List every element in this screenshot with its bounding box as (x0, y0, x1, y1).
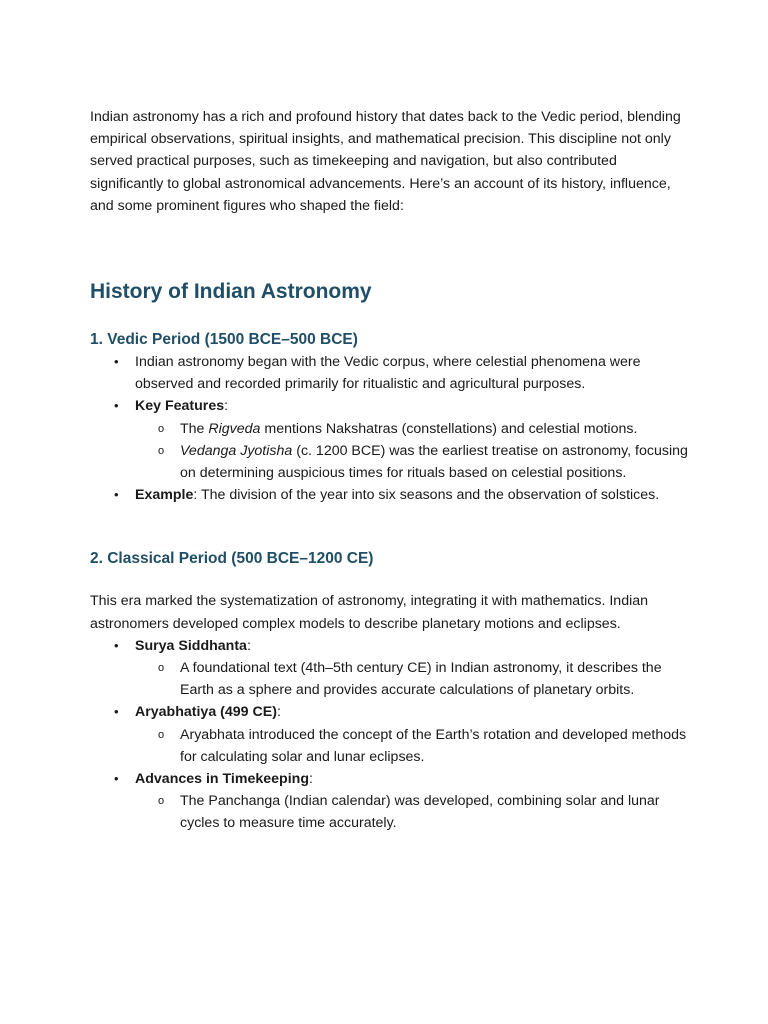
colon: : (246, 637, 251, 654)
sub-list-item-text: The Panchanga (Indian calendar) was developed, combining solar and lunar cycles to measure time accurately. (180, 793, 660, 832)
sub-list-item (135, 657, 690, 701)
colon: : (276, 704, 281, 721)
sub-list-item (135, 790, 690, 834)
sub-list-item-text: Aryabhata introduced the concept of the Earth’s rotation and developed methods for calculating solar and lunar eclipses. (180, 726, 687, 765)
example-label: Example (135, 487, 194, 504)
list-item (90, 395, 690, 484)
list-item (90, 635, 690, 702)
aryabhatiya-sublist (135, 724, 690, 768)
example-text: : The division of the year into six seasons and the observation of solstices. (193, 487, 660, 504)
bullet-icon: • (114, 637, 119, 653)
vedic-bullet-list (90, 351, 690, 506)
timekeeping-label: Advances in Timekeeping (135, 771, 309, 788)
list-item (90, 768, 690, 835)
sub-list-item (135, 724, 690, 768)
kf1-pre: The (180, 420, 209, 437)
aryabhatiya-label: Aryabhatiya (499 CE) (135, 704, 277, 721)
bullet-icon: • (114, 704, 119, 720)
document-page (90, 106, 690, 835)
list-item (90, 351, 690, 395)
sub-bullet-icon: o (158, 422, 165, 435)
bullet-icon: • (114, 487, 119, 503)
bullet-icon: • (114, 771, 119, 787)
sub-list-item (135, 440, 690, 484)
vedic-period-heading: 1. Vedic Period (1500 BCE–500 BCE) (90, 331, 358, 349)
classical-period-heading: 2. Classical Period (500 BCE–1200 CE) (90, 550, 374, 568)
sub-bullet-icon: o (158, 444, 165, 457)
list-item (90, 701, 690, 768)
kf2-post: (c. 1200 BCE) was the earliest treatise on astronomy, focusing on determining auspicious times for rituals based on celestial positions. (180, 442, 688, 482)
colon: : (224, 398, 229, 415)
sub-bullet-icon: o (158, 662, 165, 675)
surya-siddhanta-label: Surya Siddhanta (135, 637, 247, 654)
sub-list-item (135, 418, 690, 440)
list-item-text: Indian astronomy began with the Vedic corpus, where celestial phenomena were observed and recorded primarily for ritualistic and agricultural purposes. (135, 354, 641, 393)
timekeeping-sublist (135, 790, 690, 834)
classical-intro-paragraph: This era marked the systematization of astronomy, integrating it with mathematics. Indian astronomers developed complex models to describe planetary motions and eclipses. (90, 593, 649, 632)
surya-siddhanta-sublist (135, 657, 690, 701)
bullet-icon: • (114, 398, 119, 414)
colon: : (309, 771, 313, 788)
rigveda-term: Rigveda (208, 420, 261, 437)
main-heading: History of Indian Astronomy (90, 280, 372, 304)
kf1-post: mentions Nakshatras (constellations) and celestial motions. (260, 420, 638, 437)
list-item (90, 484, 690, 506)
key-features-label: Key Features (135, 398, 225, 415)
sub-bullet-icon: o (158, 728, 165, 741)
bullet-icon: • (114, 354, 119, 370)
intro-paragraph: Indian astronomy has a rich and profound history that dates back to the Vedic period, blending empirical observations, spiritual insights, and mathematical precision. This discipline not only served practical purposes, such as timekeeping and navigation, but also contributed significantly to global astronomical advancements. Here’s an account of its history, influence, and some prominent figures who shaped the field: (90, 109, 681, 214)
key-features-sublist (135, 418, 690, 485)
sub-bullet-icon: o (158, 795, 165, 808)
classical-bullet-list (90, 635, 690, 835)
sub-list-item-text: A foundational text (4th–5th century CE) in Indian astronomy, it describes the Earth as a sphere and provides accurate calculations of planetary orbits. (180, 660, 662, 699)
vedanga-jyotisha-term: Vedanga Jyotisha (180, 442, 293, 459)
